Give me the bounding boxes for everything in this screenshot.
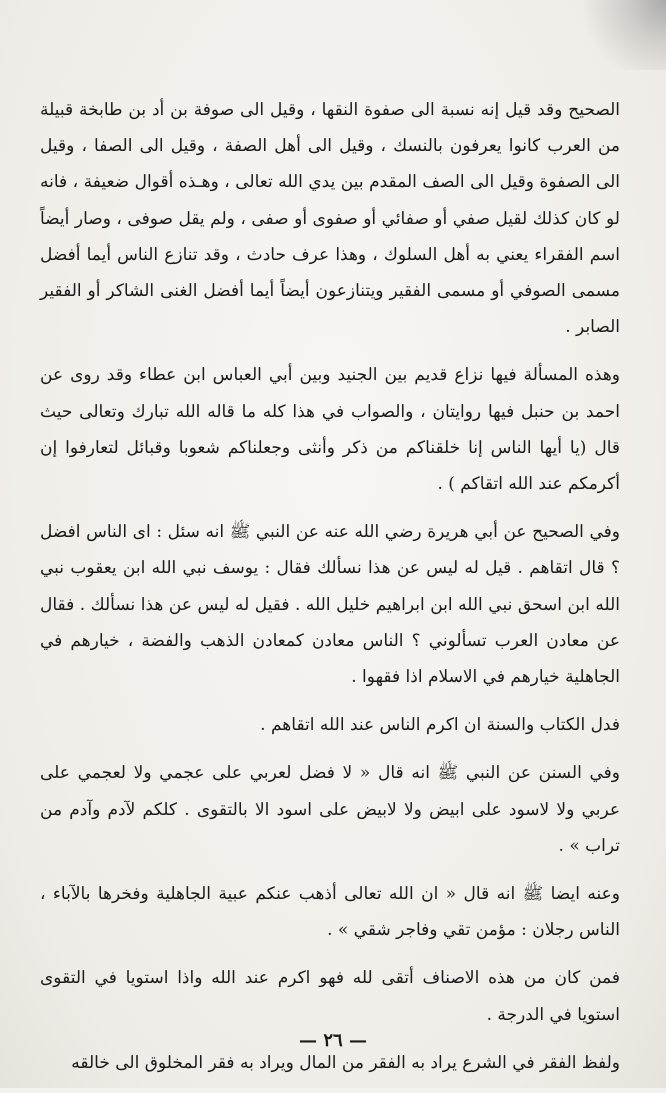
paragraph-1: الصحيح وقد قيل إنه نسبة الى صفوة النقها ، وقيل الى صوفة بن أد بن طابخة قبيلة من العرب كانوا يعرفون بالنسك ، وقيل الى أهل الصفة ، وقيل الى الصفا ، وقيل الى الصفوة وقيل الى الصف المقدم بين يدي الله تعالى ، وهـذه أقوال ضعيفة ، فانه لو كان كذلك لقيل صفي أو صفائي أو صفوى أو صفى ، ولم يقل صوفى ، وصار أيضاً اسم الفقراء يعني به أهل السلوك ، وهذا عرف حادث ، وقد تنازع الناس أيما أفضل مسمى الصوفي أو مسمى الفقير ويتنازعون أيضاً أيما أفضل الغنى الشاكر أو الفقير الصابر . [40,100,620,338]
paragraph-8: ولفظ الفقر في الشرع يراد به الفقر من المال ويراد به فقر المخلوق الى خالقه [71,1052,620,1073]
paragraph-5: وفي السنن عن النبي ﷺ انه قال « لا فضل لعربي على عجمي ولا لعجمي على عربي ولا لاسود على ابيض ولا لابيض على اسود الا بالتقوى . كلكم لآدم وآدم من تراب » . [40,763,620,856]
paragraph-6: وعنه ايضا ﷺ انه قال « ان الله تعالى أذهب عنكم عبية الجاهلية وفخرها بالآباء ، الناس رجلان : مؤمن تقي وفاجر شقي » . [40,884,620,941]
page-number: — ٢٦ — [299,1030,367,1051]
body-text [40,92,620,1093]
paragraph-4: فدل الكتاب والسنة ان اكرم الناس عند الله اتقاهم . [260,715,620,736]
scan-shadow [576,0,666,70]
paragraph-3: وفي الصحيح عن أبي هريرة رضي الله عنه عن النبي ﷺ انه سئل : اى الناس افضل ؟ قال اتقاهم . قيل له ليس عن هذا نسألك فقال : يوسف نبي الله ابن يعقوب نبي الله ابن اسحق نبي الله ابن ابراهيم خليل الله . فقيل له ليس عن هذا نسألك . فقال عن معادن العرب تسألوني ؟ الناس معادن كمعادن الذهب والفضة ، خيارهم في الجاهلية خيارهم في الاسلام اذا فقهوا . [40,522,620,688]
paragraph-7: فمن كان من هذه الاصناف أتقى لله فهو اكرم عند الله واذا استويا في التقوى استويا في الدرجة . [40,968,620,1025]
paragraph-2: وهذه المسألة فيها نزاع قديم بين الجنيد وبين أبي العباس ابن عطاء وقد روى عن احمد بن حنبل فيها روايتان ، والصواب في هذا كله ما قاله الله تبارك وتعالى حيث قال (يا أيها الناس إنا خلقناكم من ذكر وأنثى وجعلناكم شعوبا وقبائل لتعارفوا إن أكرمكم عند الله اتقاكم ) . [40,365,620,495]
